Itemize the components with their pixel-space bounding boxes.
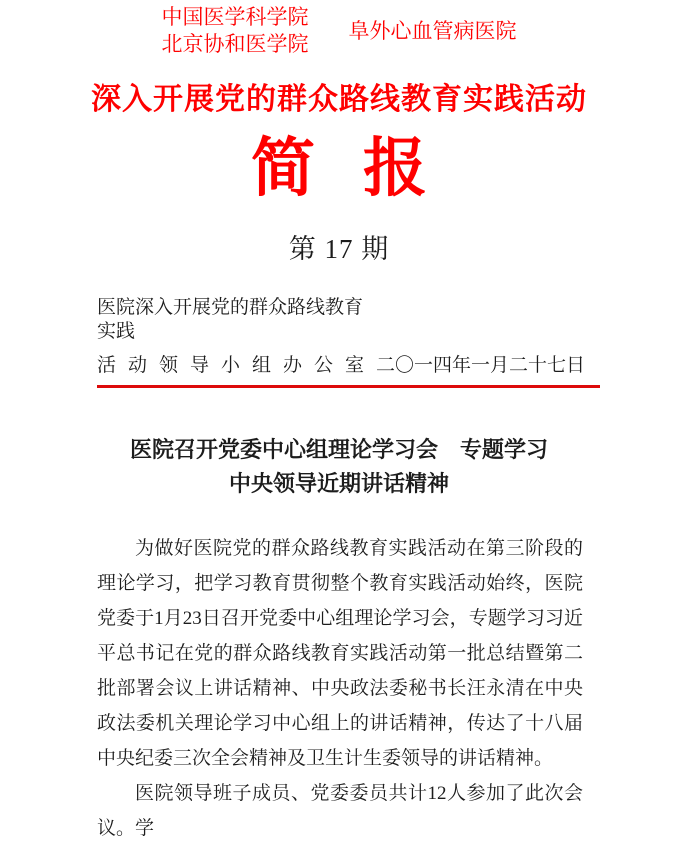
org-name-cams: 中国医学科学院: [161, 6, 309, 29]
article: [0, 433, 678, 846]
red-divider-rule: [97, 385, 600, 388]
issuer-row: [97, 296, 586, 378]
org-name-fuwai: 阜外心血管病医院: [348, 20, 517, 43]
org-row: [0, 0, 678, 58]
org-left-block: [162, 4, 309, 58]
bulletin-char-jian: 简: [251, 133, 315, 204]
issuer-office-block: [97, 296, 376, 378]
body-paragraph-1: 为做好医院党的群众路线教育实践活动在第三阶段的理论学习，把学习教育贯彻整个教育实践活动始终，医院党委于1月23日召开党委中心组理论学习会，专题学习习近平总书记在党的群众路线教育实践活动第一批总结暨第二批部署会议上讲话精神、中央政法委秘书长汪永清在中央政法委机关理论学习中心组上的讲话精神，传达了十八届中央纪委三次全会精神及卫生计生委领导的讲话精神。: [97, 538, 583, 769]
article-title-line1: 医院召开党委中心组理论学习会 专题学习: [129, 437, 548, 462]
campaign-title: 深入开展党的群众路线教育实践活动: [91, 83, 587, 116]
article-title-line2: 中央领导近期讲话精神: [228, 471, 449, 496]
issue-date: 二〇一四年一月二十七日: [376, 355, 586, 376]
masthead: [0, 0, 678, 264]
bulletin-char-bao: 报: [363, 133, 427, 204]
issuer-office-line1: 医院深入开展党的群众路线教育实践: [97, 297, 364, 342]
bulletin-title: [0, 130, 678, 208]
issuer-office-line2: 活动领导小组办公室: [97, 355, 377, 376]
org-name-pumc: 北京协和医学院: [161, 33, 309, 56]
article-title: [40, 433, 638, 501]
issue-number: 第 17 期: [288, 234, 390, 264]
body-paragraph-2: 医院领导班子成员、党委委员共计12人参加了此次会议。学: [97, 783, 583, 839]
